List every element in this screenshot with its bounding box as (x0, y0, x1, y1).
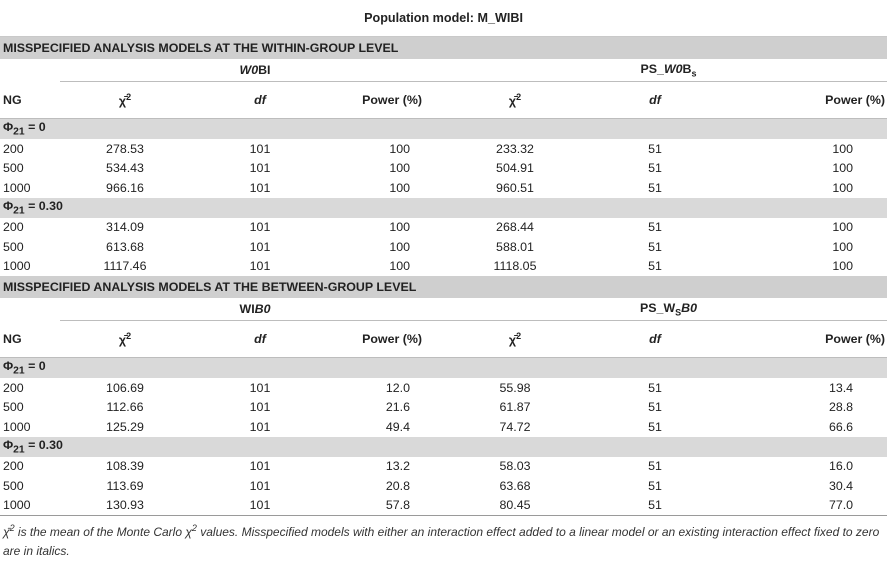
table-row (0, 398, 887, 418)
ng-cell: 1000 (3, 419, 31, 434)
power-header: Power (%) (730, 82, 887, 119)
phi-sub: 21 (13, 444, 25, 456)
power-cell: 100 (832, 180, 854, 195)
model-sub: S (675, 307, 682, 318)
power-cell: 100 (389, 161, 410, 176)
chi-symbol: χ̄ (508, 333, 517, 348)
phi-symbol: Φ (3, 198, 14, 213)
chi-cell: 960.51 (496, 180, 534, 195)
power-cell: 100 (389, 180, 410, 195)
df-cell: 51 (648, 400, 662, 415)
table-row (0, 476, 887, 496)
phi-value: = 0 (24, 359, 46, 374)
chi-cell: 504.91 (496, 161, 534, 176)
chi-cell: 966.16 (106, 180, 144, 195)
blank-cell (0, 59, 60, 82)
power-cell: 100 (832, 239, 854, 254)
chi-cell: 1118.05 (493, 259, 537, 274)
df-cell: 51 (648, 459, 662, 474)
df-cell: 101 (190, 496, 330, 516)
between-section-row (0, 276, 887, 298)
between-model-row (0, 298, 887, 321)
chi-cell: 125.29 (106, 419, 144, 434)
ng-cell: 200 (3, 141, 24, 156)
chi-symbol: χ̄ (508, 94, 517, 109)
df-header: df (190, 82, 330, 119)
ng-cell: 200 (3, 459, 24, 474)
power-cell: 21.6 (385, 400, 410, 415)
model-part: B (682, 61, 692, 76)
df-cell: 101 (249, 419, 271, 434)
power-cell: 66.6 (828, 419, 854, 434)
df-cell: 101 (249, 180, 271, 195)
power-cell: 100 (832, 141, 854, 156)
between-right-model (450, 298, 887, 321)
table-row (0, 159, 887, 179)
df-cell: 51 (648, 419, 662, 434)
chi-cell: 61.87 (499, 400, 531, 415)
chi-cell: 534.43 (106, 161, 144, 176)
footnote-chi: χ̄ (3, 525, 10, 539)
chi-cell: 588.01 (496, 239, 534, 254)
df-cell: 51 (648, 239, 662, 254)
ng-cell: 500 (3, 400, 24, 415)
df-cell: 51 (648, 161, 662, 176)
phi-label (0, 119, 887, 140)
model-part: B0 (254, 302, 271, 316)
table-title: Population model: M_WIBI (0, 0, 887, 37)
phi-value: = 0.30 (24, 198, 63, 213)
within-right-model (450, 59, 887, 82)
within-phi-row (0, 119, 887, 140)
within-column-header-row (0, 82, 887, 119)
chi-header (60, 321, 190, 358)
power-cell: 30.4 (828, 478, 854, 493)
table-row (0, 139, 887, 159)
power-cell: 100 (389, 239, 410, 254)
ng-cell: 200 (3, 380, 24, 395)
phi-value: = 0 (24, 120, 46, 135)
chi-cell: 1117.46 (103, 259, 147, 274)
table-row (0, 417, 887, 437)
phi-label (0, 437, 887, 457)
chi-symbol: χ̄ (118, 333, 127, 348)
power-cell: 13.4 (828, 380, 854, 395)
power-header: Power (%) (730, 321, 887, 358)
ng-cell: 1000 (0, 496, 60, 516)
power-header: Power (%) (330, 82, 450, 119)
table-row (0, 237, 887, 257)
phi-sub: 21 (13, 365, 25, 377)
power-cell: 16.0 (828, 459, 854, 474)
phi-symbol: Φ (3, 359, 14, 374)
chi-cell: 74.72 (499, 419, 531, 434)
df-cell: 51 (648, 259, 662, 274)
ng-cell: 200 (3, 220, 24, 235)
phi-label (0, 198, 887, 218)
df-cell: 51 (648, 180, 662, 195)
ng-cell: 1000 (3, 180, 31, 195)
chi-sup: 2 (126, 91, 132, 102)
df-header: df (580, 321, 730, 358)
chi-cell: 233.32 (496, 141, 534, 156)
within-section-row (0, 37, 887, 60)
df-cell: 101 (249, 459, 271, 474)
df-cell: 51 (648, 220, 662, 235)
chi-sup: 2 (516, 91, 522, 102)
phi-label (0, 358, 887, 379)
table-row (0, 378, 887, 398)
model-part: PS_ (640, 61, 664, 76)
ng-header: NG (0, 321, 60, 358)
power-cell: 77.0 (730, 496, 887, 516)
df-cell: 51 (648, 478, 662, 493)
footnote-sup2: 2 (191, 523, 197, 533)
df-cell: 101 (249, 220, 271, 235)
power-cell: 100 (832, 259, 854, 274)
power-cell: 57.8 (330, 496, 450, 516)
table-row (0, 178, 887, 198)
ng-cell: 500 (3, 239, 24, 254)
power-header: Power (%) (330, 321, 450, 358)
power-cell: 13.2 (385, 459, 410, 474)
df-cell: 101 (249, 478, 271, 493)
df-cell: 51 (580, 496, 730, 516)
chi-cell: 106.69 (106, 380, 144, 395)
df-cell: 51 (648, 141, 662, 156)
table-row (0, 457, 887, 477)
df-header: df (580, 82, 730, 119)
chi-cell: 268.44 (496, 220, 534, 235)
footnote-chi-sup: 2 (9, 523, 15, 533)
phi-sub: 21 (13, 126, 25, 138)
phi-symbol: Φ (3, 120, 14, 135)
within-model-row (0, 59, 887, 82)
model-part: WI (239, 302, 255, 316)
power-cell: 49.4 (385, 419, 410, 434)
phi-sub: 21 (13, 205, 25, 217)
between-phi-row (0, 358, 887, 379)
chi-cell: 130.93 (60, 496, 190, 516)
within-section-title: MISSPECIFIED ANALYSIS MODELS AT THE WITHIN-GROUP LEVEL (0, 37, 887, 60)
table-row (0, 257, 887, 277)
chi-sup: 2 (516, 330, 522, 341)
df-cell: 101 (249, 141, 271, 156)
footnote (0, 516, 887, 561)
footnote-text-a: is the mean of the Monte Carlo χ (14, 525, 192, 539)
power-cell: 100 (389, 141, 410, 156)
chi-cell: 108.39 (106, 459, 144, 474)
df-header: df (190, 321, 330, 358)
between-column-header-row (0, 321, 887, 358)
power-cell: 100 (832, 161, 854, 176)
model-part: W0 (239, 63, 259, 77)
blank-cell (0, 298, 60, 321)
model-part: PS_W (640, 300, 676, 315)
power-cell: 100 (832, 220, 854, 235)
power-cell: 20.8 (385, 478, 410, 493)
chi-sup: 2 (126, 330, 132, 341)
phi-value: = 0.30 (24, 437, 63, 452)
within-left-model (60, 59, 450, 82)
footnote-text-b: values. Misspecified models with either an interaction effect added to a linear model or an existing interaction effect fixed to zero are in italics. (3, 525, 880, 558)
chi-cell: 613.68 (106, 239, 144, 254)
power-cell: 28.8 (828, 400, 854, 415)
table-row (0, 496, 887, 516)
df-cell: 101 (249, 239, 271, 254)
power-cell: 100 (389, 259, 410, 274)
between-section-title: MISSPECIFIED ANALYSIS MODELS AT THE BETWEEN-GROUP LEVEL (0, 276, 887, 298)
within-phi-row (0, 198, 887, 218)
chi-header (60, 82, 190, 119)
df-cell: 101 (249, 380, 271, 395)
between-left-model (60, 298, 450, 321)
model-part: W0 (663, 61, 683, 76)
model-sub: s (691, 68, 697, 79)
between-phi-row (0, 437, 887, 457)
title-row (0, 0, 887, 37)
ng-cell: 1000 (3, 259, 31, 274)
phi-symbol: Φ (3, 437, 14, 452)
power-cell: 100 (389, 220, 410, 235)
df-cell: 101 (249, 400, 271, 415)
table-row (0, 218, 887, 238)
chi-header (450, 82, 580, 119)
ng-header: NG (0, 82, 60, 119)
ng-cell: 500 (3, 161, 24, 176)
chi-cell: 112.66 (106, 400, 144, 415)
chi-cell: 113.69 (106, 478, 144, 493)
ng-cell: 500 (3, 478, 24, 493)
chi-cell: 314.09 (106, 220, 144, 235)
model-part: B0 (681, 300, 698, 315)
df-cell: 101 (249, 259, 271, 274)
chi-cell: 63.68 (499, 478, 531, 493)
chi-symbol: χ̄ (118, 94, 127, 109)
chi-cell: 80.45 (450, 496, 580, 516)
chi-cell: 58.03 (499, 459, 531, 474)
chi-header (450, 321, 580, 358)
chi-cell: 278.53 (106, 141, 144, 156)
df-cell: 51 (648, 380, 662, 395)
df-cell: 101 (249, 161, 271, 176)
chi-cell: 55.98 (499, 380, 531, 395)
power-cell: 12.0 (385, 380, 410, 395)
model-part: BI (258, 63, 271, 77)
